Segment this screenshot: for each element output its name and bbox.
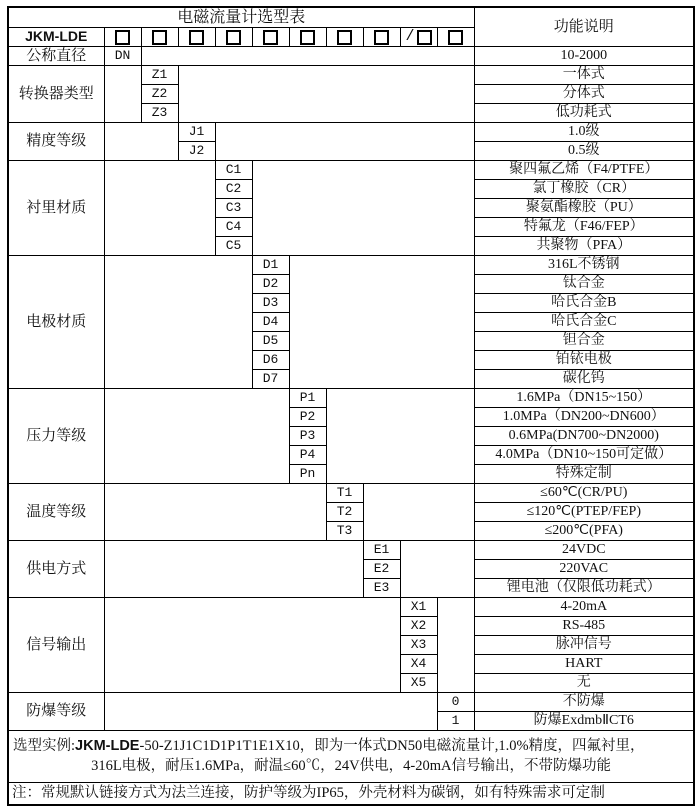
spacer-cell [104,123,178,161]
desc-cell: HART [474,655,694,674]
section-label: 压力等级 [8,389,104,484]
code-cell: X4 [400,655,437,674]
code-cell: C5 [215,237,252,256]
example-prefix: 选型实例: [13,738,76,754]
example-model-code: JKM-LDE [75,738,140,754]
spacer-cell [104,161,215,256]
section-lining [8,161,694,180]
note-row [8,783,694,806]
section-power [8,541,694,560]
table-title: 电磁流量计选型表 [8,7,474,28]
model-checkbox-cell[interactable] [141,28,178,47]
code-cell: C1 [215,161,252,180]
code-cell: DN [104,47,141,66]
example-row [8,731,694,783]
code-cell: X1 [400,598,437,617]
desc-cell: RS-485 [474,617,694,636]
code-cell: Z1 [141,66,178,85]
desc-cell: 0.6MPa(DN700~DN2000) [474,427,694,446]
code-cell: P4 [289,446,326,465]
section-dn [8,47,694,66]
checkbox-icon[interactable] [374,30,389,45]
checkbox-icon[interactable] [417,30,432,45]
spacer-cell [400,541,474,598]
desc-cell: 316L不锈钢 [474,256,694,275]
desc-cell: 铂铱电极 [474,351,694,370]
desc-cell: 24VDC [474,541,694,560]
desc-cell: 防爆ExdmbⅡCT6 [474,712,694,731]
section-signal [8,598,694,617]
section-label: 温度等级 [8,484,104,541]
code-cell: C3 [215,199,252,218]
code-cell: P2 [289,408,326,427]
model-checkbox-cell[interactable] [104,28,141,47]
desc-cell: 无 [474,674,694,693]
desc-cell: 哈氏合金C [474,313,694,332]
code-cell: C2 [215,180,252,199]
checkbox-icon[interactable] [115,30,130,45]
code-cell: E1 [363,541,400,560]
checkbox-icon[interactable] [152,30,167,45]
code-cell: D6 [252,351,289,370]
desc-cell: 不防爆 [474,693,694,712]
example-line-2: 316L电极，耐压1.6MPa，耐温≤60℃，24V供电，4-20mA信号输出，不带防爆功能 [91,758,611,774]
model-checkbox-cell[interactable] [252,28,289,47]
spacer-cell [289,256,474,389]
checkbox-icon[interactable] [189,30,204,45]
checkbox-icon[interactable] [448,30,463,45]
code-cell: Pn [289,465,326,484]
spacer-cell [104,693,437,731]
desc-cell: 1.0MPa（DN200~DN600） [474,408,694,427]
slash-mark: / [405,27,415,45]
section-label: 衬里材质 [8,161,104,256]
spacer-cell [104,66,141,123]
model-checkbox-cell-slash[interactable] [400,28,437,47]
note-text: 注：常规默认链接方式为法兰连接，防护等级为IP65，外壳材料为碳钢，如有特殊需求可定制 [8,783,694,806]
code-cell: X5 [400,674,437,693]
desc-cell: 聚氨酯橡胶（PU） [474,199,694,218]
desc-cell: 锂电池（仅限低功耗式） [474,579,694,598]
checkbox-icon[interactable] [337,30,352,45]
selection-table [7,6,695,806]
code-cell: T2 [326,503,363,522]
spacer-cell [104,389,289,484]
function-header: 功能说明 [474,7,694,47]
section-label: 精度等级 [8,123,104,161]
checkbox-icon[interactable] [263,30,278,45]
code-cell: J1 [178,123,215,142]
spacer-cell [437,598,474,693]
desc-cell: 聚四氟乙烯（F4/PTFE） [474,161,694,180]
desc-cell: 特殊定制 [474,465,694,484]
desc-cell: 4.0MPa（DN10~150可定做） [474,446,694,465]
desc-cell: 1.6MPa（DN15~150） [474,389,694,408]
code-cell: X3 [400,636,437,655]
spacer-cell [141,47,474,66]
desc-cell: 0.5级 [474,142,694,161]
desc-cell: 一体式 [474,66,694,85]
desc-cell: 特氟龙（F46/FEP） [474,218,694,237]
code-cell: D3 [252,294,289,313]
section-label: 供电方式 [8,541,104,598]
spacer-cell [215,123,474,161]
model-checkbox-cell[interactable] [326,28,363,47]
code-cell: E2 [363,560,400,579]
desc-cell: 钛合金 [474,275,694,294]
code-cell: T3 [326,522,363,541]
desc-cell: ≤200℃(PFA) [474,522,694,541]
desc-cell: 哈氏合金B [474,294,694,313]
model-checkbox-cell[interactable] [215,28,252,47]
code-cell: D1 [252,256,289,275]
checkbox-icon[interactable] [300,30,315,45]
code-cell: T1 [326,484,363,503]
code-cell: D5 [252,332,289,351]
section-converter [8,66,694,85]
section-explosion [8,693,694,712]
model-checkbox-cell[interactable] [363,28,400,47]
code-cell: C4 [215,218,252,237]
checkbox-icon[interactable] [226,30,241,45]
code-cell: Z2 [141,85,178,104]
spacer-cell [178,66,474,123]
example-line1-rest: -50-Z1J1C1D1P1T1E1X10，即为一体式DN50电磁流量计,1.0%精度，四氟衬里， [139,738,645,754]
desc-cell: 220VAC [474,560,694,579]
model-checkbox-cell[interactable] [437,28,474,47]
desc-cell: 钽合金 [474,332,694,351]
desc-cell: 共聚物（PFA） [474,237,694,256]
code-cell: J2 [178,142,215,161]
code-cell: D4 [252,313,289,332]
code-cell: P1 [289,389,326,408]
spacer-cell [104,598,400,693]
desc-cell: 氯丁橡胶（CR） [474,180,694,199]
section-accuracy [8,123,694,142]
code-cell: 0 [437,693,474,712]
spacer-cell [104,541,363,598]
section-label: 防爆等级 [8,693,104,731]
section-temperature [8,484,694,503]
code-cell: 1 [437,712,474,731]
desc-cell: 碳化钨 [474,370,694,389]
code-cell: D7 [252,370,289,389]
spacer-cell [363,484,474,541]
desc-cell: 10-2000 [474,47,694,66]
code-cell: E3 [363,579,400,598]
section-electrode [8,256,694,275]
section-label: 转换器类型 [8,66,104,123]
desc-cell: 分体式 [474,85,694,104]
example-text [8,731,694,783]
desc-cell: 脉冲信号 [474,636,694,655]
code-cell: X2 [400,617,437,636]
spacer-cell [104,484,326,541]
example-line-1 [13,736,689,756]
section-label: 信号输出 [8,598,104,693]
spacer-cell [252,161,474,256]
code-cell: P3 [289,427,326,446]
desc-cell: 1.0级 [474,123,694,142]
model-checkbox-cell[interactable] [289,28,326,47]
spacer-cell [104,256,252,389]
code-cell: Z3 [141,104,178,123]
section-label: 电极材质 [8,256,104,389]
code-cell: D2 [252,275,289,294]
desc-cell: 4-20mA [474,598,694,617]
model-label: JKM-LDE [8,28,104,47]
desc-cell: ≤120℃(PTEP/FEP) [474,503,694,522]
model-checkbox-cell[interactable] [178,28,215,47]
desc-cell: 低功耗式 [474,104,694,123]
spacer-cell [326,389,474,484]
section-label: 公称直径 [8,47,104,66]
desc-cell: ≤60℃(CR/PU) [474,484,694,503]
section-pressure [8,389,694,408]
